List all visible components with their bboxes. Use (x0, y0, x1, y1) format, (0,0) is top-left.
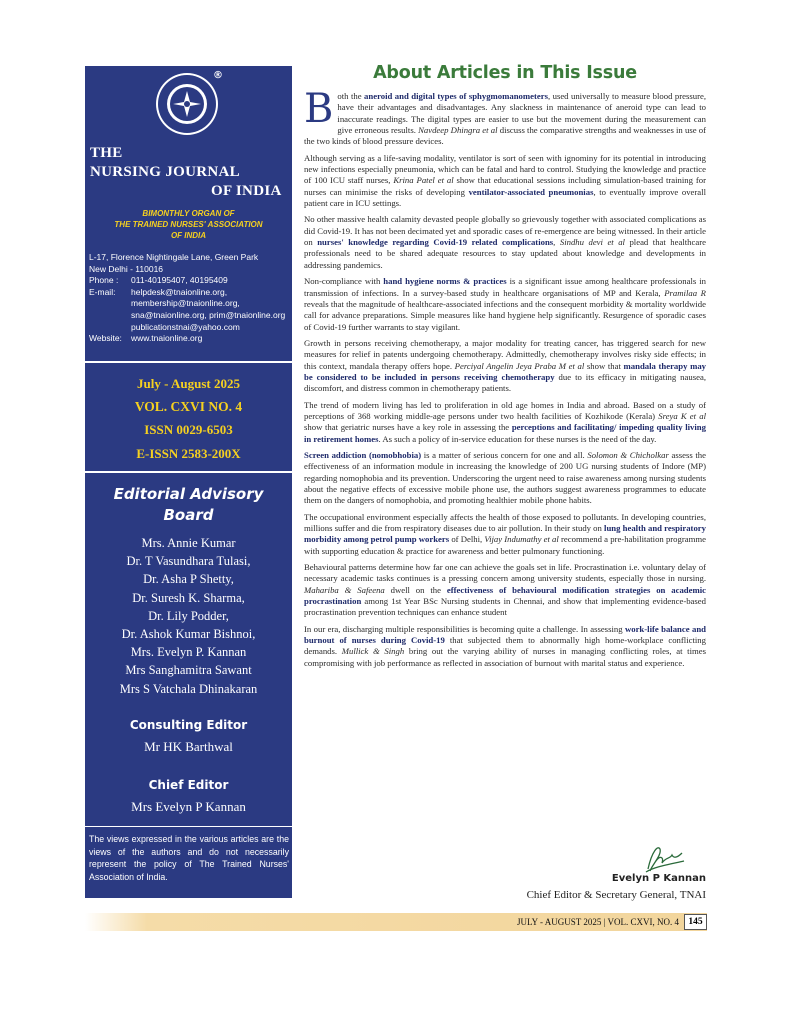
journal-title-main: NURSING JOURNAL (90, 164, 240, 180)
board-member: Mrs. Annie Kumar (141, 536, 236, 550)
paragraph-text (304, 624, 706, 668)
text-run: is a significant issue among healthcare professionals in transmission of infections. In a survey-based study in healthcare organisations of MP and Kerala, (304, 276, 706, 298)
eab-title-line: Editorial Advisory (113, 485, 264, 503)
paragraph-text (304, 562, 706, 617)
contact-block (89, 252, 285, 345)
board-member: Mrs. Evelyn P. Kannan (130, 645, 247, 660)
board-member: Dr. Suresh K. Sharma, (132, 590, 245, 605)
author-names: Krina Patel et al (393, 175, 454, 186)
email-link[interactable]: publicationstnai@yahoo.com (131, 321, 240, 332)
sidebar-divider (85, 471, 292, 473)
chief-editor-label: Chief Editor (148, 778, 229, 792)
highlighted-topic: nurses' knowledge regarding Covid-19 related complications (317, 237, 554, 248)
article-paragraph-5 (304, 338, 706, 395)
article-paragraph-2 (304, 153, 706, 210)
text-run: dwell on the (384, 584, 447, 595)
text-run: Although serving as a life-saving modality, ventilator is sort of seen with ignominy for its potential in introducing new infections especially pneumonia, which can be fatal and hard to control. Studying the knowledge and practice of 100 ICU staff nurses, (304, 152, 706, 186)
text-run: recommend a pre-habilitation programme with supporting education & practice for awareness and better pulmonary functioning. (304, 534, 706, 556)
highlighted-topic: effectiveness of behavioural modification strategies on academic procrastination (304, 584, 706, 607)
board-member: Dr. T Vasundhara Tulasi, (126, 554, 251, 569)
board-member: Dr. Ashok Kumar Bishnoi, (121, 627, 256, 642)
consulting-editor-name: Mr HK Barthwal (144, 739, 233, 754)
contact-label (89, 322, 131, 334)
highlighted-topic: ventilator-associated pneumonias (468, 186, 594, 197)
board-member: Mrs Sanghamitra Sawant (125, 663, 252, 678)
highlighted-topic: mandala therapy may be considered to be included in persons receiving chemotherapy (304, 360, 707, 382)
author-names: Vijay Indumathy et al (484, 534, 559, 545)
author-names: Perciyal Angelin Jeya Praba M et al (454, 360, 585, 371)
paragraph-text (304, 512, 706, 556)
email-link[interactable]: membership@tnaionline.org, (131, 298, 240, 309)
organ-line-3: OF INDIA (170, 231, 207, 240)
organ-line-2: THE TRAINED NURSES' ASSOCIATION (114, 220, 263, 229)
e-issn: E-ISSN 2583-200X (136, 446, 241, 461)
issue-date: July - August 2025 (137, 376, 240, 391)
sidebar-divider (85, 361, 292, 363)
address-line: New Delhi - 110016 (89, 263, 164, 274)
text-run: . As such a policy of in-service education for these nurses is the need of the day. (378, 433, 657, 444)
paragraph-text (304, 400, 706, 444)
board-member: Mrs S Vatchala Dhinakaran (119, 681, 258, 696)
text-run: The occupational environment especially affects the health of those exposed to pollutants. In developing countries, millions suffer and die from respiratory diseases due to air pollution. In their study on (304, 511, 706, 534)
text-run: discuss the comparative strengths and weaknesses in use of the two kinds of blood pressure devices. (304, 125, 706, 147)
text-run: among 1st Year BSc Nursing students in Chennai, and show that implementing evidence-based procrastination prevention techniques can enhance student (304, 596, 706, 618)
journal-title-the: THE (90, 145, 123, 161)
eab-title-line: Board (163, 506, 214, 524)
board-member: Dr. Lily Podder, (148, 608, 229, 623)
text-run: Growth in persons receiving chemotherapy, a major modality for treating cancer, has triggered search for new measures for relief in patents undergoing chemotherapy. Admittedly, chemotherapy involves risky side effects; in this context, mandala therapy offers hope. (304, 337, 706, 371)
article-paragraph-9 (304, 562, 706, 619)
author-names: Navdeep Dhingra et al (418, 125, 498, 136)
highlighted-topic: lung health and respiratory morbidity among petrol pump workers (304, 523, 706, 545)
address-line: L-17, Florence Nightingale Lane, Green Park (89, 252, 259, 262)
text-run: is a matter of serious concern for one and all. (421, 449, 588, 460)
article-paragraph-1 (304, 86, 706, 148)
website-link[interactable]: www.tnaionline.org (131, 333, 203, 344)
text-run: show that geriatric nurses have a key role in assessing the (304, 422, 512, 433)
text-run: reveals that the magnitude of healthcare-associated infections and the consequent morbidity & mortality worldwide call for advance preparations. Simple measures like hand hygiene help significantly. Resurgence of sporadic cases of Covid-19 further warrants to stay vigilant. (304, 298, 706, 332)
tnai-logo-icon (155, 72, 219, 136)
article-paragraph-4 (304, 276, 706, 333)
issn: ISSN 0029-6503 (144, 422, 233, 437)
author-names: Sreya K et al (658, 410, 706, 421)
text-run: , used universally to measure blood pressure, have their advantages and disadvantages. Any slackness in maintenance of aneroid type can lead to inaccurate readings. The digital types are easier to use but the movement during the measurement can give erroneous results. (337, 91, 706, 136)
paragraph-text (304, 86, 706, 147)
signature-role: Chief Editor & Secretary General, TNAI (526, 889, 706, 901)
journal-title-india: OF INDIA (211, 183, 282, 199)
article-paragraph-8 (304, 512, 706, 557)
article-paragraph-10 (304, 624, 706, 669)
page-title: About Articles in This Issue (373, 63, 637, 83)
text-run: of Delhi, (449, 534, 485, 545)
author-names: Pramilaa R (664, 287, 706, 298)
paragraph-text (304, 214, 706, 269)
registered-mark: ® (213, 70, 223, 81)
author-names: Mullick & Singh (341, 646, 405, 657)
text-run: oth the (337, 91, 365, 101)
editorial-article (304, 86, 707, 674)
text-run: , (553, 237, 560, 248)
handwritten-signature-icon (640, 841, 690, 875)
article-paragraph-7 (304, 450, 706, 507)
signature-name: Evelyn P Kannan (611, 873, 706, 884)
text-run: assess the effectiveness of an information module in increasing the knowledge of 200 UG nursing students of Indore (MP) regarding nomophobia and its prevention. Underscoring the urgent need to raise awareness among nursing students about the negative effects of excessive mobile phone use, the authors suggest awareness programmes to educate them on the dangers of nomophobia, and promoting healthier mobile phone habits. (304, 449, 706, 506)
text-run: show that educational sessions including simulation-based training for nurses can minimise the risks of developing (304, 175, 706, 197)
sidebar-divider (85, 826, 292, 827)
highlighted-topic: Screen addiction (nomobhobia) (304, 449, 422, 460)
contact-label: Phone : (89, 275, 119, 286)
page-number: 145 (684, 914, 707, 930)
text-run: Behavioural patterns determine how far one can achieve the goals set in life. Procrastination i.e. voluntary delay of necessary academic tasks continues is a pressing concern among university students, especially those in nursing. (304, 562, 706, 584)
author-names: Mahariba & Safeena (304, 584, 385, 595)
text-run: show that (584, 360, 624, 371)
highlighted-topic: aneroid and digital types of sphygmomanometers (364, 91, 548, 101)
contact-label (89, 298, 131, 310)
consulting-editor-label: Consulting Editor (129, 718, 248, 732)
article-paragraph-6 (304, 400, 706, 445)
editorial-board-members (85, 534, 292, 698)
phone-value: 011-40195407, 40195409 (131, 275, 228, 286)
highlighted-topic: perceptions and facilitating/ impeding quality living in retirement homes (304, 422, 706, 444)
text-run: , to eventually improve overall patient care in ICU settings. (304, 186, 706, 209)
paragraph-text (304, 450, 706, 505)
email-link[interactable]: sna@tnaionline.org, prim@tnaionline.org (131, 309, 286, 320)
highlighted-topic: hand hygiene norms & practices (383, 276, 507, 287)
drop-cap: B (304, 86, 334, 132)
author-names: Sindhu devi et al (559, 237, 625, 248)
text-run: The trend of modern living has led to proliferation in old age homes in India and abroad. Based on a study of perceptions of 368 working middle-age persons under two health facilities of Kozhikode (Kerala) (304, 399, 706, 421)
contact-label: E-mail: (89, 286, 116, 297)
disclaimer: The views expressed in the various articles are the views of the authors and do not necessarily represent the policy of The Trained Nurses' Association of India. (89, 834, 289, 882)
issue-volume: VOL. CXVI NO. 4 (134, 399, 243, 414)
text-run: due to its efficacy in mitigating nausea, discomfort, and distress common in chemotherapy patients. (304, 371, 706, 394)
author-names: Solomon & Chicholkar (587, 449, 669, 460)
chief-editor-name: Mrs Evelyn P Kannan (131, 799, 246, 814)
text-run: No other massive health calamity devasted people globally so grievously together with associated complications as did Covid-19. It has not been decimated yet and sporadic cases of re-emergence are being witnessed. In their article on (304, 214, 706, 248)
text-run: that subjected them to abnormally high home-workplace conflicting demands. (304, 635, 706, 657)
contact-label (89, 310, 131, 322)
email-link[interactable]: helpdesk@tnaionline.org, (131, 286, 228, 297)
text-run: In our era, discharging multiple responsibilities is becoming quite a challenge. In assessing (304, 623, 625, 634)
editorial-board-heading (85, 484, 292, 526)
organ-line-1: BIMONTHLY ORGAN OF (142, 209, 235, 218)
text-run: bring out the varying ability of nurses in managing conflicting roles, at times compromising with job performance as reflected in association of burnout with marital status and experience. (304, 646, 706, 668)
text-run: Non-compliance with (304, 276, 384, 287)
footer-issue-info: JULY - AUGUST 2025 | VOL. CXVI, NO. 4 (517, 917, 679, 927)
journal-sidebar (85, 66, 292, 898)
paragraph-text (304, 276, 706, 331)
board-member: Dr. Asha P Shetty, (143, 572, 234, 587)
contact-label: Website: (89, 333, 122, 344)
highlighted-topic: work-life balance and burnout of nurses during Covid-19 (304, 623, 706, 646)
article-paragraph-3 (304, 214, 706, 271)
paragraph-text (304, 338, 706, 393)
paragraph-text (304, 153, 706, 208)
text-run: plead that healthcare professionals need to be shared adequate resources to stay updated about knowledge and developments in addressing pandemics. (304, 237, 706, 270)
